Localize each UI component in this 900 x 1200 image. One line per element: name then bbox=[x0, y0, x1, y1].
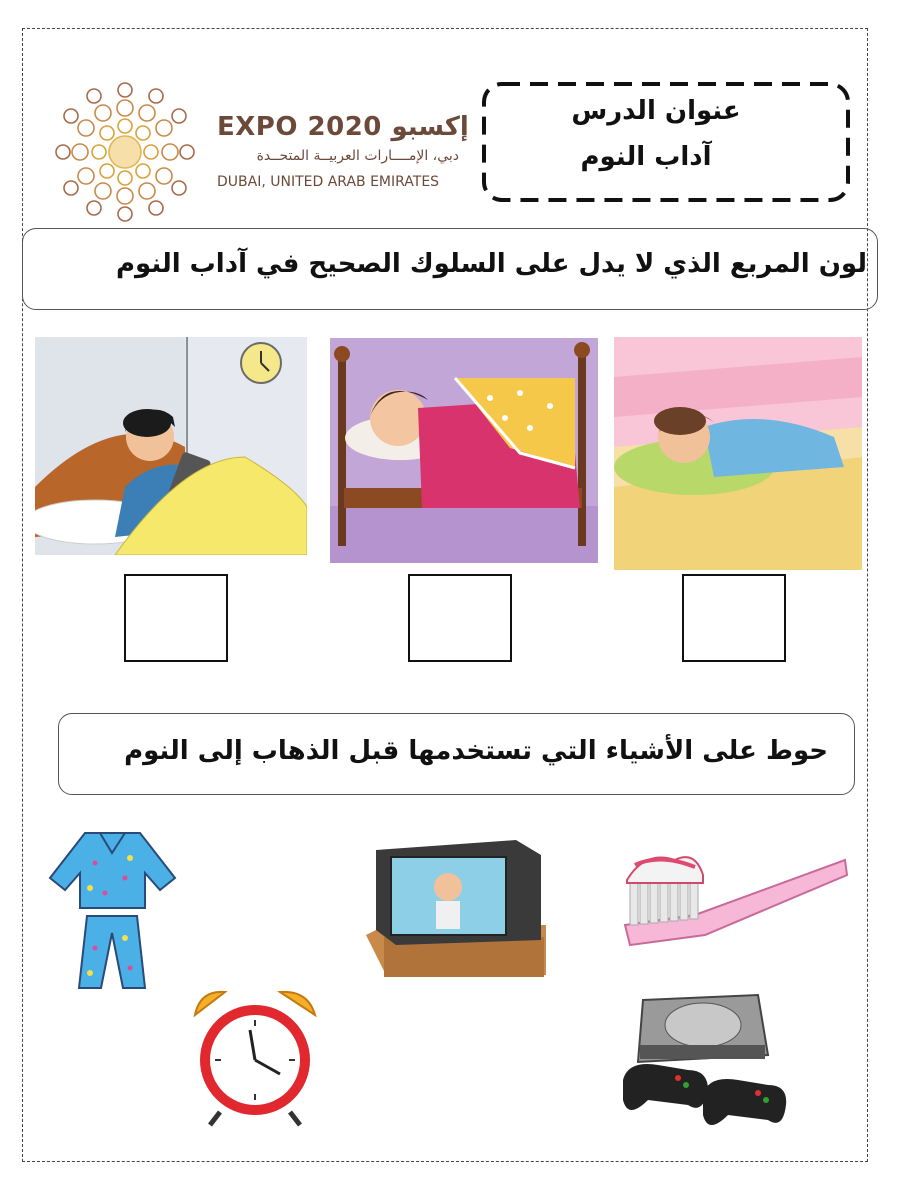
lesson-label: عنوان الدرس bbox=[571, 96, 741, 126]
lesson-title-box bbox=[482, 82, 850, 202]
expo-emblem-icon bbox=[55, 82, 195, 222]
expo-logo-text: EXPO 2020 إكسبو bbox=[217, 112, 469, 142]
television-icon bbox=[366, 825, 551, 980]
alarm-clock-icon bbox=[180, 980, 330, 1130]
toothbrush-item[interactable] bbox=[615, 845, 850, 959]
lesson-name: آداب النوم bbox=[580, 142, 712, 172]
picture-boy-sleeping-stomach bbox=[614, 337, 862, 570]
pajamas-icon bbox=[45, 828, 180, 993]
answer-box-1[interactable] bbox=[124, 574, 228, 662]
picture-boy-sleeping-bed bbox=[330, 338, 598, 563]
game-console-icon bbox=[618, 990, 793, 1140]
expo-logo bbox=[55, 82, 469, 222]
instruction-circle-items: حوط على الأشياء التي تستخدمها قبل الذهاب إلى النوم bbox=[58, 713, 855, 795]
answer-box-3[interactable] bbox=[682, 574, 786, 662]
expo-arabic-subtitle: دبي، الإمــــارات العربيــة المتحــدة bbox=[256, 148, 459, 164]
picture-boy-tablet bbox=[35, 337, 307, 555]
game-console-item[interactable] bbox=[618, 990, 793, 1144]
pajamas-item[interactable] bbox=[45, 828, 180, 997]
answer-box-2[interactable] bbox=[408, 574, 512, 662]
alarm-clock-item[interactable] bbox=[180, 980, 330, 1134]
television-item[interactable] bbox=[366, 825, 551, 984]
toothbrush-icon bbox=[615, 845, 850, 955]
instruction-color-box: لون المربع الذي لا يدل على السلوك الصحيح في آداب النوم bbox=[22, 228, 878, 310]
expo-english-subtitle: DUBAI, UNITED ARAB EMIRATES bbox=[217, 174, 440, 190]
